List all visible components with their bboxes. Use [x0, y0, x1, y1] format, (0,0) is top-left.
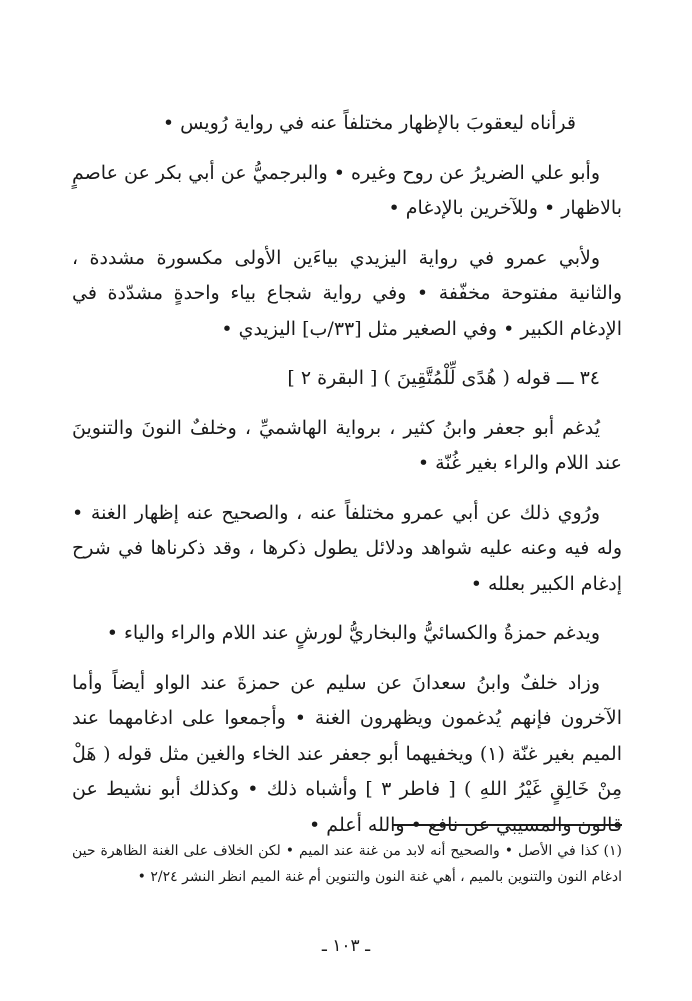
- main-text: [72, 106, 622, 857]
- paragraph-2: وأبو علي الضريرُ عن روح وغيره • والبرجميُّ عن أبي بكر عن عاصمٍ بالاظهار • وللآخرين بالإدغام •: [72, 161, 622, 219]
- footnote: (١) كذا في الأصل • والصحيح أنه لابد من غنة عند الميم • لكن الخلاف على الغنة الظاهرة حين ادغام النون والتنوين بالميم ، أهي غنة النون والتنوين أم غنة الميم انظر النشر ٢/٢٤ •: [72, 843, 622, 885]
- section-heading-34: ٣٤ ـــ قوله ( هُدًى لِّلْمُتَّقِينَ ) [ البقرة ٢ ]: [287, 367, 600, 389]
- paragraph-5: يُدغم أبو جعفر وابنُ كثير ، برواية الهاشميِّ ، وخلفٌ النونَ والتنوينَ عند اللام والراء بغير غُنّة •: [72, 416, 622, 474]
- footnote-divider: [392, 824, 622, 826]
- paragraph-8: وزاد خلفٌ وابنُ سعدانَ عن سليم عن حمزةَ عند الواو أيضاً وأما الآخرون فإنهم يُدغمون ويظهرون الغنة • وأجمعوا على ادغامهما عند الميم بغير غنّة (١) ويخفيهما أبو جعفر عند الخاء والغين مثل قوله ( هَلْ مِنْ خَالِقٍ غَيْرُ اللهِ ) [ فاطر ٣ ] وأشباه ذلك • وكذلك أبو نشيط عن قالون والمسيبي عن نافع • والله أعلم •: [72, 671, 622, 836]
- paragraph-7: ويدغم حمزةُ والكسائيُّ والبخاريُّ لورشٍ عند اللام والراء والياء •: [106, 622, 600, 644]
- paragraph-1: قرأناه ليعقوبَ بالإظهار مختلفاً عنه في رواية رُويس •: [162, 112, 576, 134]
- paragraph-3: ولأبي عمرو في رواية اليزيدي بياءَين الأولى مكسورة مشددة ، والثانية مفتوحة مخفّفة • وفي رواية شجاع بياء واحدةٍ مشدّدة في الإدغام الكبير • وفي الصغير مثل [٣٣/ب] اليزيدي •: [72, 246, 622, 340]
- page-number: ـ ١٠٣ ـ: [321, 936, 371, 956]
- paragraph-6: ورُوي ذلك عن أبي عمرو مختلفاً عنه ، والصحيح عنه إظهار الغنة • وله فيه وعنه عليه شواهد ودلائل يطول ذكرها ، وقد ذكرناها في شرح إدغام الكبير بعلله •: [72, 501, 622, 595]
